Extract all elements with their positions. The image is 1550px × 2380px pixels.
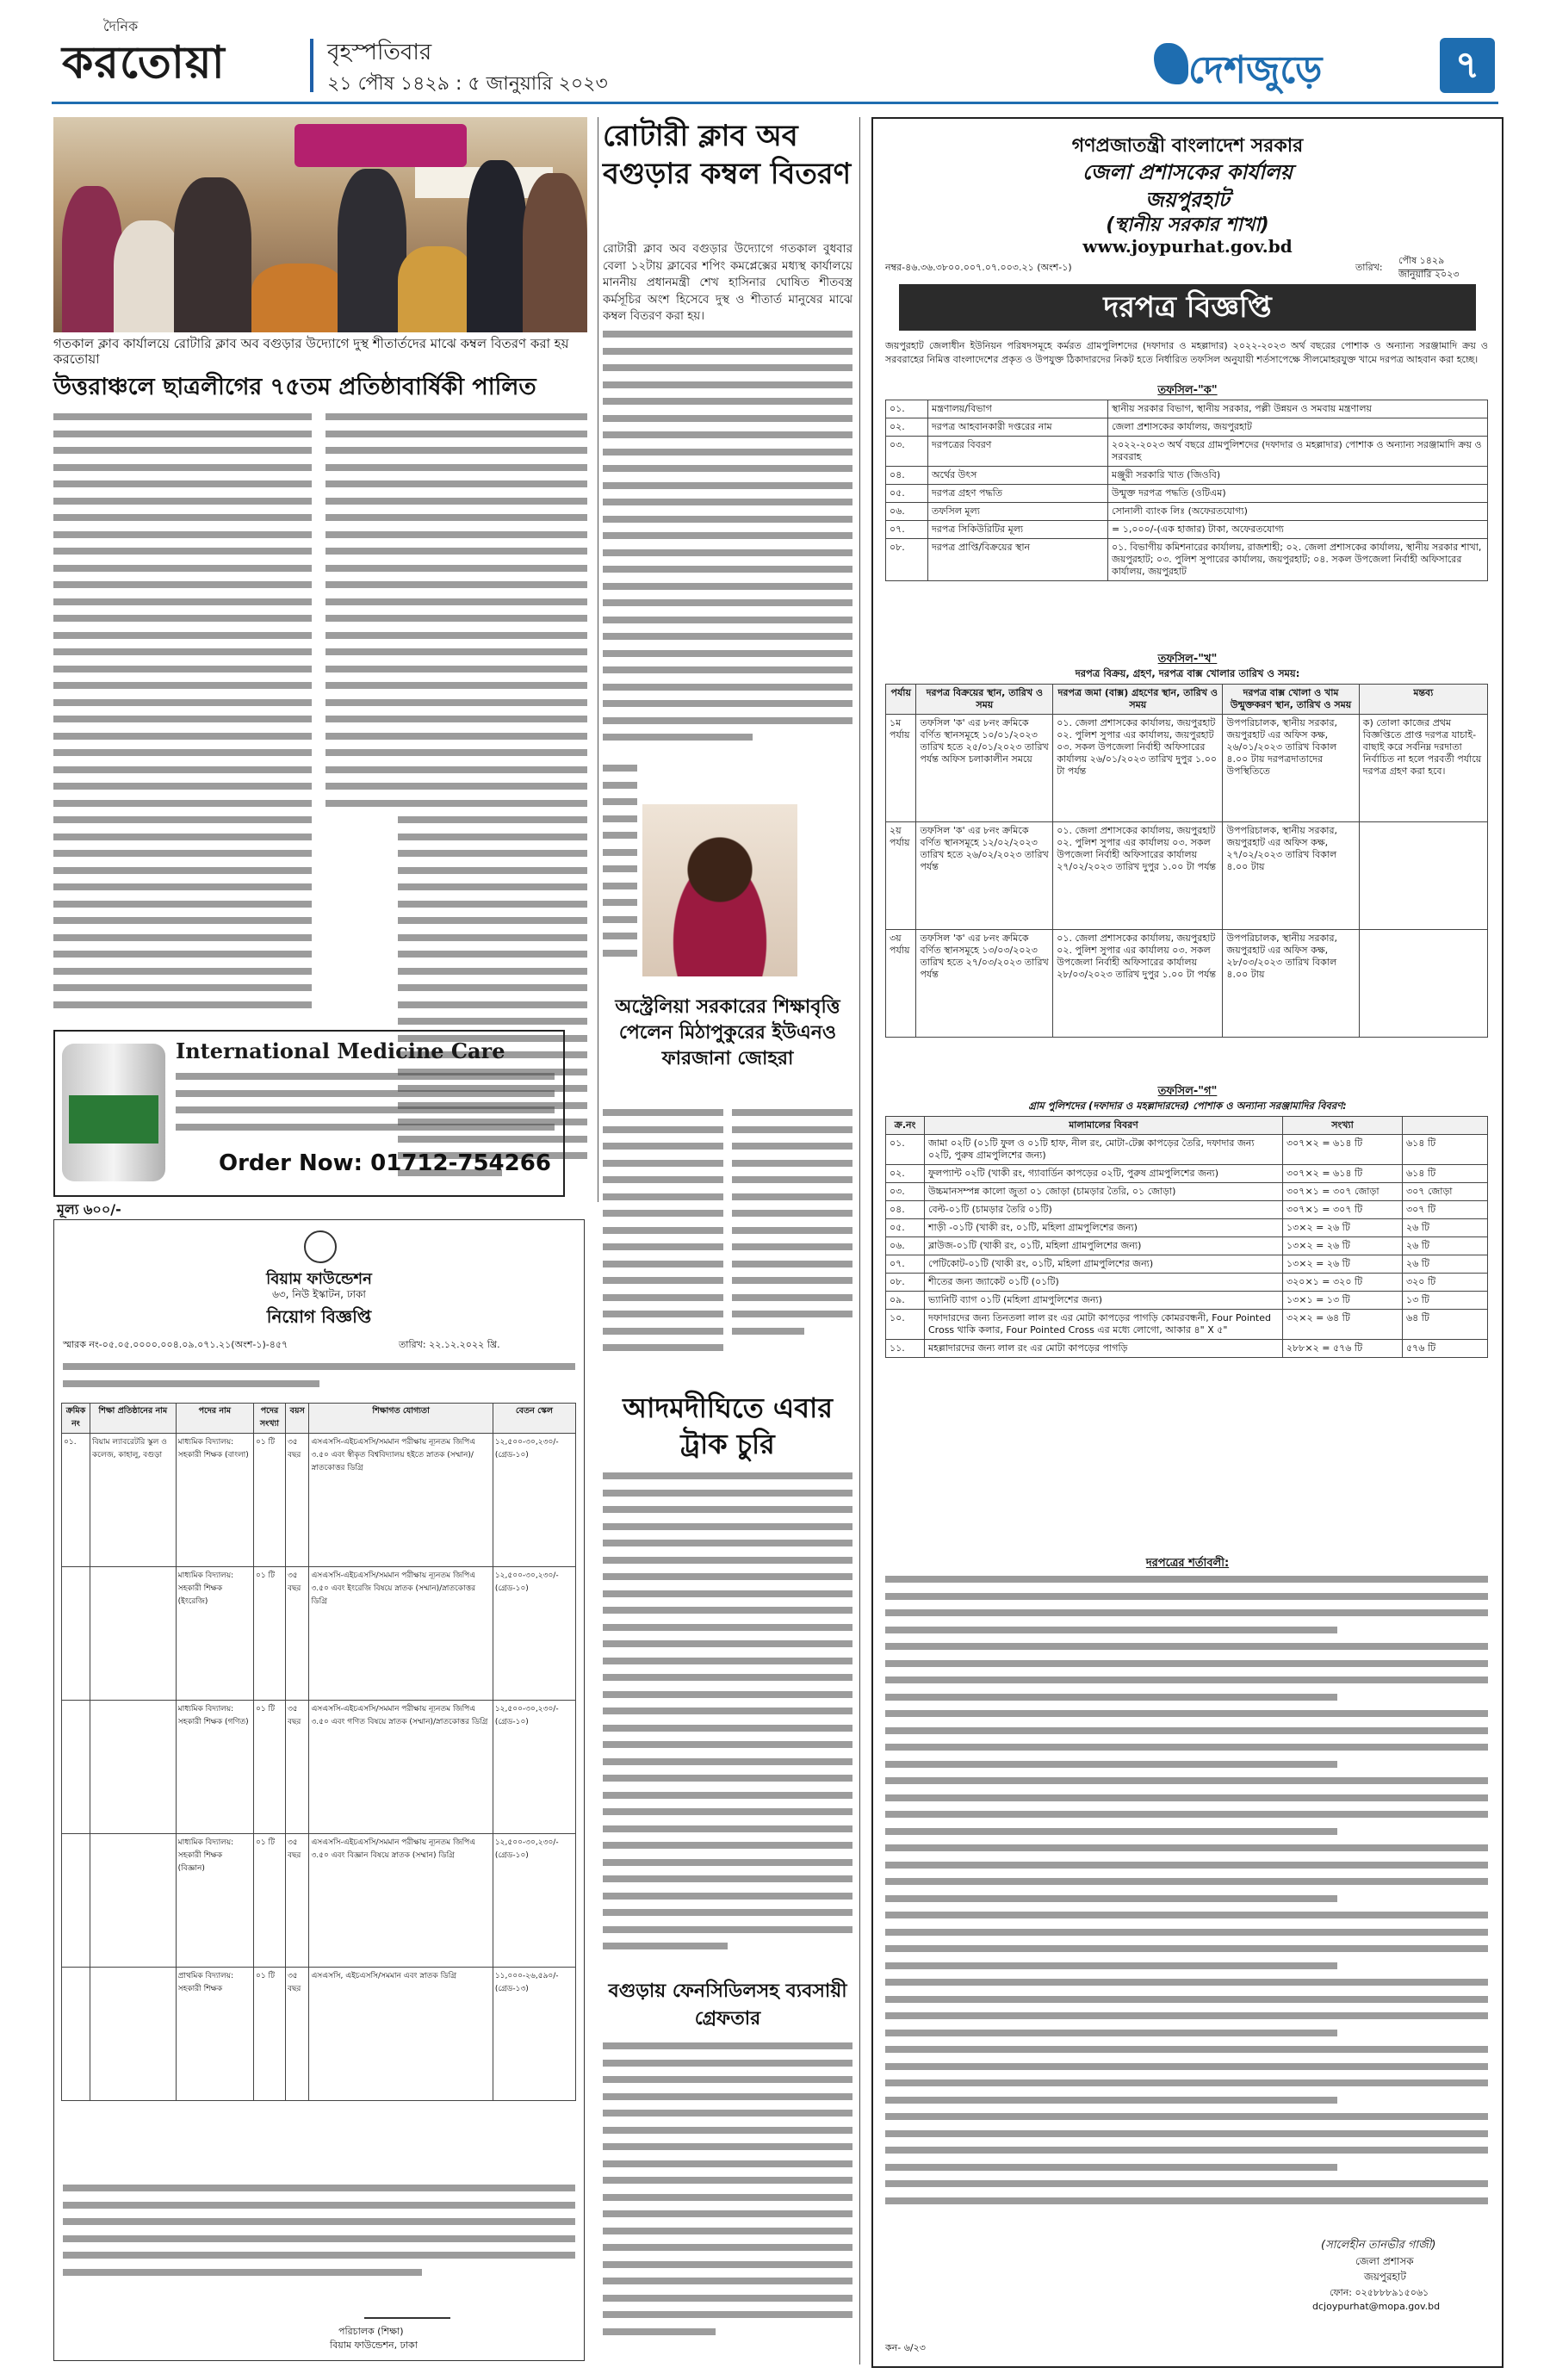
table-row xyxy=(886,1237,1488,1255)
tender-intro: জয়পুরহাট জেলাধীন ইউনিয়ন পরিষদসমূহে কর্মরত গ্রামপুলিশদের (দফাদার ও মহল্লাদার) ২০২২-২০২৩ অর্থ বছরের পোশাক ও অন্যান্য সরঞ্জামাদি ক্রয় ও সরবরাহের নিমিত্ত বাংলাদেশের প্রকৃত ও উপযুক্ত ঠিকাদারদের নিকট হতে নির্ধারিত তফসিল অনুযায়ী শর্তসাপেক্ষে সীলমোহরযুক্ত খামে দরপত্র আহবান করা হচ্ছে। xyxy=(885,340,1488,365)
table-cell: ০৭. xyxy=(886,1255,925,1274)
table-header-cell: পদের নাম xyxy=(176,1404,253,1434)
tofsil-ka-title: তফসিল-"ক" xyxy=(1157,384,1218,397)
table-cell: ২য় পর্যায় xyxy=(886,822,916,930)
header-day: বৃহস্পতিবার xyxy=(327,40,432,65)
terms-title: দরপত্রের শর্তাবলী: xyxy=(1145,1557,1230,1570)
table-header-cell xyxy=(1403,1117,1488,1135)
table-cell: অর্থের উৎস xyxy=(928,467,1108,485)
table-cell: ১১,০০০-২৬,৫৯০/- (গ্রেড-১৩) xyxy=(493,1968,575,2101)
table-cell: ১৩×২ = ২৬ টি xyxy=(1283,1255,1403,1274)
table-header-cell: শিক্ষা প্রতিষ্ঠানের নাম xyxy=(90,1404,177,1434)
table-row xyxy=(62,1701,576,1834)
medicine-advertisement xyxy=(53,1030,565,1197)
tender-terms-body xyxy=(885,1576,1488,2230)
signer-title: জেলা প্রশাসক xyxy=(1355,2255,1414,2267)
table-row xyxy=(886,400,1488,418)
table-cell: ০৪. xyxy=(886,1201,925,1219)
table-header-cell: পদের সংখ্যা xyxy=(253,1404,285,1434)
table-cell: এসএসসি, এইচএসসি/সমমান এবং স্নাতক ডিগ্রি xyxy=(309,1968,493,2101)
table-cell: জামা ০২টি (০১টি ফুল ও ০১টি হাফ, নীল রং, মোটা-টেক্স কাপড়ের তৈরি, দফাদার জন্য ০২টি, পুরুষ গ্রামপুলিশের জন্য) xyxy=(925,1135,1283,1165)
table-cell: মহল্লাদারদের জন্য লাল রং এর মোটা কাপড়ের পাগড়ি xyxy=(925,1340,1283,1358)
memo-date: তারিখ: ২২.১২.২০২২ খ্রি. xyxy=(399,1339,500,1350)
table-row xyxy=(886,437,1488,467)
table-cell: উপপরিচালক, স্থানীয় সরকার, জয়পুরহাট এর অফিস কক্ষ, ২৮/০৩/২০২৩ তারিখ বিকাল ৪.০০ টায় xyxy=(1223,930,1359,1038)
table-cell xyxy=(90,1567,177,1701)
table-row xyxy=(886,539,1488,581)
table-cell: ৩০৭×১ = ৩০৭ টি xyxy=(1283,1201,1403,1219)
table-cell: জেলা প্রশাসকের কার্যালয়, জয়পুরহাট xyxy=(1108,418,1488,437)
table-row xyxy=(886,930,1488,1038)
table-cell: ১১. xyxy=(886,1340,925,1358)
tender-banner: দরপত্র বিজ্ঞপ্তি xyxy=(899,284,1476,331)
table-cell: ৩০৭ টি xyxy=(1403,1201,1488,1219)
tofsil-kha-title: তফসিল-"খ" xyxy=(1157,653,1218,666)
table-cell: ০১ টি xyxy=(253,1567,285,1701)
table-cell: এসএসসি-এইচএসসি/সমমান পরীক্ষায় ন্যূনতম জিপিএ ৩.৫০ এবং গণিত বিষয়ে স্নাতক (সম্মান)/স্নাতকোত্তর ডিগ্রি xyxy=(309,1701,493,1834)
table-cell: ০৭. xyxy=(886,521,928,539)
masthead-logo: করতোয়া xyxy=(62,36,226,89)
table-cell: ফুলপ্যান্ট ০২টি (খাকী রং, গ্যাবার্ডিন কাপড়ের ০২টি, পুরুষ গ্রামপুলিশের জন্য) xyxy=(925,1165,1283,1183)
table-header-cell: দরপত্র বাক্স খোলা ও খাম উন্মুক্তকরণ স্থান, তারিখ ও সময় xyxy=(1223,685,1359,715)
foundation-emblem-icon xyxy=(304,1230,337,1263)
table-cell: তফসিল 'ক' এর ৮নং ক্রমিকে বর্ণিত স্থানসমূহে ১০/০১/২০২৩ তারিখ হতে ২৫/০১/২০২৩ তারিখ পর্যন্ত অফিস চলাকালীন সময়ে xyxy=(916,715,1053,822)
table-row xyxy=(886,467,1488,485)
table-cell: = ১,০০০/-(এক হাজার) টাকা, অফেরতযোগ্য xyxy=(1108,521,1488,539)
photo-blankets xyxy=(251,263,346,332)
table-row xyxy=(886,1274,1488,1292)
table-cell: মন্ত্রণালয়/বিভাগ xyxy=(928,400,1108,418)
gov-website: www.joypurhat.gov.bd xyxy=(1082,236,1293,257)
table-cell: তফসিল 'ক' এর ৮নং ক্রমিকে বর্ণিত স্থানসমূহে ১২/০২/২০২৩ তারিখ হতে ২৬/০২/২০২৩ তারিখ পর্যন্ত xyxy=(916,822,1053,930)
rotary-lead: রোটারী ক্লাব অব বগুড়ার উদ্যোগে গতকাল বুধবার বেলা ১২টায় ক্লাবের শপিং কমপ্লেক্সের মধ্যস্থ কার্যালয়ে মাননীয় প্রধানমন্ত্রী শেখ হাসিনার ঘোষিত শীতবস্ত্র কর্মসূচির অংশ হিসেবে দুস্থ ও শীতার্ত মানুষের মাঝে কম্বল বিতরণ করা হয়। xyxy=(603,242,852,323)
medicine-bottle-icon xyxy=(62,1044,165,1181)
table-cell: ০১. xyxy=(62,1434,90,1567)
table-cell: সোনালী ব্যাংক লিঃ (অফেরতযোগ্য) xyxy=(1108,503,1488,521)
table-cell: ৩০৭×২ = ৬১৪ টি xyxy=(1283,1165,1403,1183)
table-cell: ১০. xyxy=(886,1310,925,1340)
notice-code: কন- ৬/২৩ xyxy=(885,2342,926,2353)
column-divider xyxy=(859,117,860,2365)
table-cell: ০১. xyxy=(886,400,928,418)
tofsil-ga-subtitle: গ্রাম পুলিশদের (দফাদার ও মহল্লাদারদের) পোশাক ও অন্যান্য সরঞ্জামাদির বিবরণ: xyxy=(1028,1100,1347,1112)
table-cell: ৩৫ বছর xyxy=(285,1567,308,1701)
table-cell: ৬১৪ টি xyxy=(1403,1135,1488,1165)
table-cell: পেটিকোট-০১টি (খাকী রং, ০১টি, মহিলা গ্রামপুলিশের জন্য) xyxy=(925,1255,1283,1274)
recruitment-terms xyxy=(63,2185,575,2296)
header-divider xyxy=(310,39,313,92)
table-row xyxy=(886,418,1488,437)
table-cell: ৩৫ বছর xyxy=(285,1968,308,2101)
memo-number: স্মারক নং-০৫.০৫.০০০০.০০৪.০৯.০৭১.২১(অংশ-১)-৪৫৭ xyxy=(63,1339,288,1350)
phensedyl-body xyxy=(603,2042,852,2361)
rotary-body-tail xyxy=(603,765,637,980)
chhatraleague-body-col2 xyxy=(326,413,587,809)
gov-date2: জানুয়ারি ২০২৩ xyxy=(1398,269,1460,280)
table-cell: ০১ টি xyxy=(253,1834,285,1968)
photo-person xyxy=(338,169,406,332)
table-row xyxy=(62,1434,576,1567)
table-row xyxy=(62,1834,576,1968)
table-header-cell: মন্তব্য xyxy=(1359,685,1487,715)
table-row xyxy=(886,485,1488,503)
table-cell: ৩য় পর্যায় xyxy=(886,930,916,1038)
tofsil-ga-title: তফসিল-"গ" xyxy=(1157,1085,1218,1098)
signature-title: পরিচালক (শিক্ষা) xyxy=(338,2326,404,2337)
recruitment-table xyxy=(61,1403,576,2101)
signer-phone: ফোন: ০২৫৮৮৮৯১৫০৬১ xyxy=(1330,2287,1429,2298)
photo-person xyxy=(114,220,183,332)
table-row xyxy=(886,1183,1488,1201)
table-cell: ০২. xyxy=(886,418,928,437)
table-cell: এসএসসি-এইচএসসি/সমমান পরীক্ষায় ন্যূনতম জিপিএ ৩.৫০ এবং ইংরেজি বিষয়ে স্নাতক (সম্মান)/স্নাতকোত্তর ডিগ্রি xyxy=(309,1567,493,1701)
table-row xyxy=(886,1219,1488,1237)
recruitment-intro xyxy=(63,1363,575,1398)
table-cell: ৩২×২ = ৬৪ টি xyxy=(1283,1310,1403,1340)
table-cell: ০৫. xyxy=(886,485,928,503)
table-cell: ১২,৫০০-৩০,২৩০/- (গ্রেড-১০) xyxy=(493,1701,575,1834)
table-row xyxy=(886,822,1488,930)
gov-line3: জয়পুরহাট xyxy=(1145,188,1230,212)
table-row xyxy=(886,1292,1488,1310)
signer-email: dcjoypurhat@mopa.gov.bd xyxy=(1312,2301,1441,2312)
table-cell: ২০২২-২০২৩ অর্থ বছরে গ্রামপুলিশদের (দফাদার ও মহল্লাদার) পোশাক ও অন্যান্য সরঞ্জামাদি ক্রয় ও সরবরাহ xyxy=(1108,437,1488,467)
table-header-cell: শিক্ষাগত যোগ্যতা xyxy=(309,1404,493,1434)
table-cell: ০৬. xyxy=(886,1237,925,1255)
recruitment-title: নিয়োগ বিজ্ঞপ্তি xyxy=(266,1306,372,1327)
tofsil-ka-table-wrap xyxy=(885,400,1488,581)
chhatraleague-body-col1 xyxy=(53,413,312,1020)
masthead-prefix: দৈনিক xyxy=(103,18,139,34)
table-cell: মাধ্যমিক বিদ্যালয়: সহকারী শিক্ষক (বাংলা) xyxy=(176,1434,253,1567)
ufo-portrait-photo xyxy=(642,804,797,976)
table-cell: ৩৫ বছর xyxy=(285,1701,308,1834)
scholarship-body-col2 xyxy=(732,1109,852,1376)
table-cell: ০১ টি xyxy=(253,1968,285,2101)
table-cell: ভ্যানিটি ব্যাগ ০১টি (মহিলা গ্রামপুলিশের জন্য) xyxy=(925,1292,1283,1310)
header-rule xyxy=(52,102,1498,104)
table-cell: স্থানীয় সরকার বিভাগ, স্থানীয় সরকার, পল্লী উন্নয়ন ও সমবায় মন্ত্রণালয় xyxy=(1108,400,1488,418)
table-cell: ১৩×২ = ২৬ টি xyxy=(1283,1219,1403,1237)
table-row xyxy=(886,715,1488,822)
table-cell: উপপরিচালক, স্থানীয় সরকার, জয়পুরহাট এর অফিস কক্ষ, ২৬/০১/২০২৩ তারিখ বিকাল ৪.০০ টায় দরপত্রদাতাদের উপস্থিতিতে xyxy=(1223,715,1359,822)
scholarship-headline: অস্ট্রেলিয়া সরকারের শিক্ষাবৃত্তি পেলেন মিঠাপুকুরের ইউএনও ফারজানা জোহরা xyxy=(615,995,840,1069)
tofsil-kha-subtitle: দরপত্র বিক্রয়, গ্রহণ, দরপত্র বাক্স খোলার তারিখ ও সময়: xyxy=(1075,667,1300,679)
table-row xyxy=(886,1201,1488,1219)
signer-district: জয়পুরহাট xyxy=(1364,2271,1406,2283)
signature-org: বিয়াম ফাউন্ডেশন, ঢাকা xyxy=(330,2340,418,2351)
table-cell: শীতের জন্য জ্যাকেট ০১টি (০১টি) xyxy=(925,1274,1283,1292)
table-cell: মাধ্যমিক বিদ্যালয়: সহকারী শিক্ষক (বিজ্ঞান) xyxy=(176,1834,253,1968)
table-cell: ৩৫ বছর xyxy=(285,1434,308,1567)
page-header xyxy=(0,0,1550,112)
truck-headline: আদমদীঘিতে এবার ট্রাক চুরি xyxy=(623,1391,833,1460)
table-cell: ১ম পর্যায় xyxy=(886,715,916,822)
table-row xyxy=(886,1310,1488,1340)
page-number: ৭ xyxy=(1440,38,1495,93)
table-header-cell: সংখ্যা xyxy=(1283,1117,1403,1135)
table-header-cell: দরপত্র বিক্রয়ের স্থান, তারিখ ও সময় xyxy=(916,685,1053,715)
rotary-body xyxy=(603,331,852,761)
table-cell: ০৩. xyxy=(886,437,928,467)
table-cell: ০৬. xyxy=(886,503,928,521)
table-cell xyxy=(62,1701,90,1834)
chhatraleague-headline: উত্তরাঞ্চলে ছাত্রলীগের ৭৫তম প্রতিষ্ঠাবার্ষিকী পালিত xyxy=(53,374,536,400)
news-photo xyxy=(53,117,587,332)
gov-line2: জেলা প্রশাসকের কার্যালয় xyxy=(1082,160,1293,184)
photo-person xyxy=(467,160,527,332)
tofsil-ka-table xyxy=(885,400,1488,581)
table-cell xyxy=(90,1968,177,2101)
table-cell xyxy=(62,1567,90,1701)
table-cell xyxy=(62,1834,90,1968)
table-header-cell: বেতন স্কেল xyxy=(493,1404,575,1434)
table-cell xyxy=(1359,822,1487,930)
ad-price: মূল্য ৬০০/- xyxy=(57,1201,121,1218)
table-cell: প্রাথমিক বিদ্যালয়: সহকারী শিক্ষক xyxy=(176,1968,253,2101)
table-header-cell: বয়স xyxy=(285,1404,308,1434)
ad-body xyxy=(176,1073,555,1142)
table-cell: উন্মুক্ত দরপত্র পদ্ধতি (ওটিএম) xyxy=(1108,485,1488,503)
signer-name: (সালেহীন তানভীর গাজী) xyxy=(1321,2239,1436,2252)
signature-scribble xyxy=(364,2296,450,2319)
table-cell: ০১. জেলা প্রশাসকের কার্যালয়, জয়পুরহাট ০২. পুলিশ সুপার এর কার্যালয়, জয়পুরহাট ০৩. সকল উপজেলা নির্বাহী অফিসারের কার্যালয় ২৬/০১/২০২৩ তারিখ দুপুর ১.০০ টা পর্যন্ত xyxy=(1053,715,1223,822)
header-date: ২১ পৌষ ১৪২৯ : ৫ জানুয়ারি ২০২৩ xyxy=(327,73,608,95)
table-cell: ০১. জেলা প্রশাসকের কার্যালয়, জয়পুরহাট ০২. পুলিশ সুপার এর কার্যালয় ০৩. সকল উপজেলা নির্বাহী অফিসারের কার্যালয় ২৮/০৩/২০২৩ তারিখ দুপুর ১.০০ টা পর্যন্ত xyxy=(1053,930,1223,1038)
tofsil-kha-table-wrap xyxy=(885,684,1488,1038)
table-cell xyxy=(62,1968,90,2101)
table-cell: বিয়াম ল্যাবরেটরি স্কুল ও কলেজ, কাহালু, বগুড়া xyxy=(90,1434,177,1567)
table-cell xyxy=(90,1834,177,1968)
gov-memo: নম্বর-৪৬.৩৬.৩৮০০.০০৭.০৭.০০৩.২১ (অংশ-১) xyxy=(885,262,1072,273)
table-cell: উপপরিচালক, স্থানীয় সরকার, জয়পুরহাট এর অফিস কক্ষ, ২৭/০২/২০২৩ তারিখ বিকাল ৪.০০ টায় xyxy=(1223,822,1359,930)
table-cell: দফাদারদের জন্য তিনতলা লাল রং এর মোটা কাপড়ের পাগড়ি কোমরবন্ধনী, Four Pointed Cross থাকি কলার, Four Pointed Cross এর মধ্যে লোগো, আকার ৪" X ৫" xyxy=(925,1310,1283,1340)
table-cell: ০৯. xyxy=(886,1292,925,1310)
table-cell: ২৬ টি xyxy=(1403,1255,1488,1274)
table-cell: মঞ্জুরী সরকারি খাত (জিওবি) xyxy=(1108,467,1488,485)
table-cell: ০১. বিভাগীয় কমিশনারের কার্যালয়, রাজশাহী; ০২. জেলা প্রশাসকের কার্যালয়, স্থানীয় সরকার শাখা, জয়পুরহাট; ০৩. পুলিশ সুপারের কার্যালয়, জয়পুরহাট; ০৪. সকল উপজেলা নির্বাহী অফিসারের কার্যালয়, জয়পুরহাট xyxy=(1108,539,1488,581)
table-cell: ১২,৫০০-৩০,২৩০/- (গ্রেড-১০) xyxy=(493,1834,575,1968)
ad-title: International Medicine Care xyxy=(176,1038,505,1063)
table-cell: ২৮৮×২ = ৫৭৬ টি xyxy=(1283,1340,1403,1358)
table-row xyxy=(62,1968,576,2101)
table-cell: ৩০৭ জোড়া xyxy=(1403,1183,1488,1201)
rotary-headline: রোটারী ক্লাব অব বগুড়ার কম্বল বিতরণ xyxy=(603,119,852,191)
table-cell: দরপত্রের বিবরণ xyxy=(928,437,1108,467)
table-cell: দরপত্র প্রাপ্তি/বিক্রয়ের স্থান xyxy=(928,539,1108,581)
ad-order-line: Order Now: 01712-754266 xyxy=(219,1150,551,1176)
photo-banner xyxy=(294,124,467,167)
table-cell: তফসিল মূল্য xyxy=(928,503,1108,521)
table-cell: ৩০৭×২ = ৬১৪ টি xyxy=(1283,1135,1403,1165)
table-cell: মাধ্যমিক বিদ্যালয়: সহকারী শিক্ষক (ইংরেজি) xyxy=(176,1567,253,1701)
tofsil-ga-table-wrap xyxy=(885,1116,1488,1358)
table-row xyxy=(886,1255,1488,1274)
table-header-cell: দরপত্র জমা (বাক্স) গ্রহণের স্থান, তারিখ ও সময় xyxy=(1053,685,1223,715)
table-cell: উচ্চমানসম্পন্ন কালো জুতা ০১ জোড়া (চামড়ার তৈরি, ০১ জোড়া) xyxy=(925,1183,1283,1201)
foundation-name: বিয়াম ফাউন্ডেশন xyxy=(266,1270,372,1288)
photo-blankets xyxy=(398,246,475,332)
table-cell: ২৬ টি xyxy=(1403,1219,1488,1237)
table-cell: ০২. xyxy=(886,1165,925,1183)
table-cell xyxy=(90,1701,177,1834)
table-header-cell: মালামালের বিবরণ xyxy=(925,1117,1283,1135)
table-cell: ২৬ টি xyxy=(1403,1237,1488,1255)
table-cell: ১৩ টি xyxy=(1403,1292,1488,1310)
table-row xyxy=(62,1567,576,1701)
table-cell: ০১ টি xyxy=(253,1434,285,1567)
section-title: দেশজুড়ে xyxy=(1188,48,1323,92)
scholarship-body-col1 xyxy=(603,1109,723,1376)
gov-line1: গণপ্রজাতন্ত্রী বাংলাদেশ সরকার xyxy=(1071,135,1304,157)
truck-body xyxy=(603,1472,852,1963)
table-cell: ০৩. xyxy=(886,1183,925,1201)
table-cell: ০১ টি xyxy=(253,1701,285,1834)
photo-caption: গতকাল ক্লাব কার্যালয়ে রোটারি ক্লাব অব বগুড়ার উদ্যোগে দুস্থ শীতার্তদের মাঝে কম্বল বিতরণ করা হয় করতোয়া xyxy=(53,336,569,367)
table-cell: ৫৭৬ টি xyxy=(1403,1340,1488,1358)
phensedyl-headline: বগুড়ায় ফেনসিডিলসহ ব্যবসায়ী গ্রেফতার xyxy=(608,1980,847,2030)
bangladesh-map-icon xyxy=(1154,43,1188,84)
table-cell: ০৪. xyxy=(886,467,928,485)
table-cell: মাধ্যমিক বিদ্যালয়: সহকারী শিক্ষক (গণিত) xyxy=(176,1701,253,1834)
table-cell: ০১. জেলা প্রশাসকের কার্যালয়, জয়পুরহাট ০২. পুলিশ সুপার এর কার্যালয় ০৩. সকল উপজেলা নির্বাহী অফিসারের কার্যালয় ২৭/০২/২০২৩ তারিখ দুপুর ১.০০ টা পর্যন্ত xyxy=(1053,822,1223,930)
table-cell: ৩২০×১ = ৩২০ টি xyxy=(1283,1274,1403,1292)
table-cell: ৬১৪ টি xyxy=(1403,1165,1488,1183)
table-cell: ১২,৫০০-৩০,২৩০/- (গ্রেড-১০) xyxy=(493,1434,575,1567)
table-cell: শাড়ী -০১টি (খাকী রং, ০১টি, মহিলা গ্রামপুলিশের জন্য) xyxy=(925,1219,1283,1237)
table-cell: ৩৫ বছর xyxy=(285,1834,308,1968)
table-cell: ০১. xyxy=(886,1135,925,1165)
recruitment-advertisement xyxy=(53,1219,585,2361)
table-cell: ৩২০ টি xyxy=(1403,1274,1488,1292)
table-cell: দরপত্র গ্রহণ পদ্ধতি xyxy=(928,485,1108,503)
foundation-address: ৬৩, নিউ ইস্কাটন, ঢাকা xyxy=(272,1288,366,1300)
table-cell: ৩০৭×১ = ৩০৭ জোড়া xyxy=(1283,1183,1403,1201)
table-cell: বেল্ট-০১টি (চামড়ার তৈরি ০১টি) xyxy=(925,1201,1283,1219)
table-row xyxy=(886,521,1488,539)
table-row xyxy=(886,1340,1488,1358)
table-cell: ০৫. xyxy=(886,1219,925,1237)
table-row xyxy=(886,1135,1488,1165)
table-cell: এসএসসি-এইচএসসি/সমমান পরীক্ষায় ন্যূনতম জিপিএ ৩.৫০ এবং বিজ্ঞান বিষয়ে স্নাতক (সম্মান) ডিগ্রি xyxy=(309,1834,493,1968)
tofsil-ga-table xyxy=(885,1116,1488,1358)
tofsil-kha-table xyxy=(885,684,1488,1038)
table-cell: দরপত্র সিকিউরিটির মূল্য xyxy=(928,521,1108,539)
table-row xyxy=(886,503,1488,521)
table-header-cell: ক্রমিক নং xyxy=(62,1404,90,1434)
table-cell: ক) তোলা কাজের প্রথম বিজ্ঞপ্তিতে প্রাপ্ত দরপত্র যাচাই-বাছাই করে সর্বনিম্ন দরদাতা নির্বাচিত না হলে পরবর্তী পর্যায়ে দরপত্র গ্রহণ করা হবে। xyxy=(1359,715,1487,822)
table-row xyxy=(886,1165,1488,1183)
table-cell: ১৩×২ = ২৬ টি xyxy=(1283,1237,1403,1255)
table-header-cell: পর্যায় xyxy=(886,685,916,715)
table-cell: ১২,৫০০-৩০,২৩০/- (গ্রেড-১০) xyxy=(493,1567,575,1701)
table-cell: দরপত্র আহবানকারী দপ্তরের নাম xyxy=(928,418,1108,437)
gov-date1: পৌষ ১৪২৯ xyxy=(1398,253,1444,270)
gov-date-label: তারিখ: xyxy=(1355,262,1383,273)
table-cell: ০৮. xyxy=(886,539,928,581)
photo-person xyxy=(523,173,587,332)
photo-person xyxy=(174,177,251,332)
gov-line4: (স্থানীয় সরকার শাখা) xyxy=(1106,214,1269,236)
tender-notice xyxy=(871,117,1504,2368)
table-cell: ব্লাউজ-০১টি (খাকী রং, ০১টি, মহিলা গ্রামপুলিশের জন্য) xyxy=(925,1237,1283,1255)
table-header-cell: ক্র.নং xyxy=(886,1117,925,1135)
table-cell: ৬৪ টি xyxy=(1403,1310,1488,1340)
table-cell: তফসিল 'ক' এর ৮নং ক্রমিকে বর্ণিত স্থানসমূহে ১৩/০৩/২০২৩ তারিখ হতে ২৭/০৩/২০২৩ তারিখ পর্যন্ত xyxy=(916,930,1053,1038)
table-cell xyxy=(1359,930,1487,1038)
table-cell: এসএসসি-এইচএসসি/সমমান পরীক্ষায় ন্যূনতম জিপিএ ৩.৫০ এবং স্বীকৃত বিশ্ববিদ্যালয় হইতে স্নাতক (সম্মান)/স্নাতকোত্তর ডিগ্রি xyxy=(309,1434,493,1567)
table-cell: ১৩×১ = ১৩ টি xyxy=(1283,1292,1403,1310)
table-cell: ০৮. xyxy=(886,1274,925,1292)
